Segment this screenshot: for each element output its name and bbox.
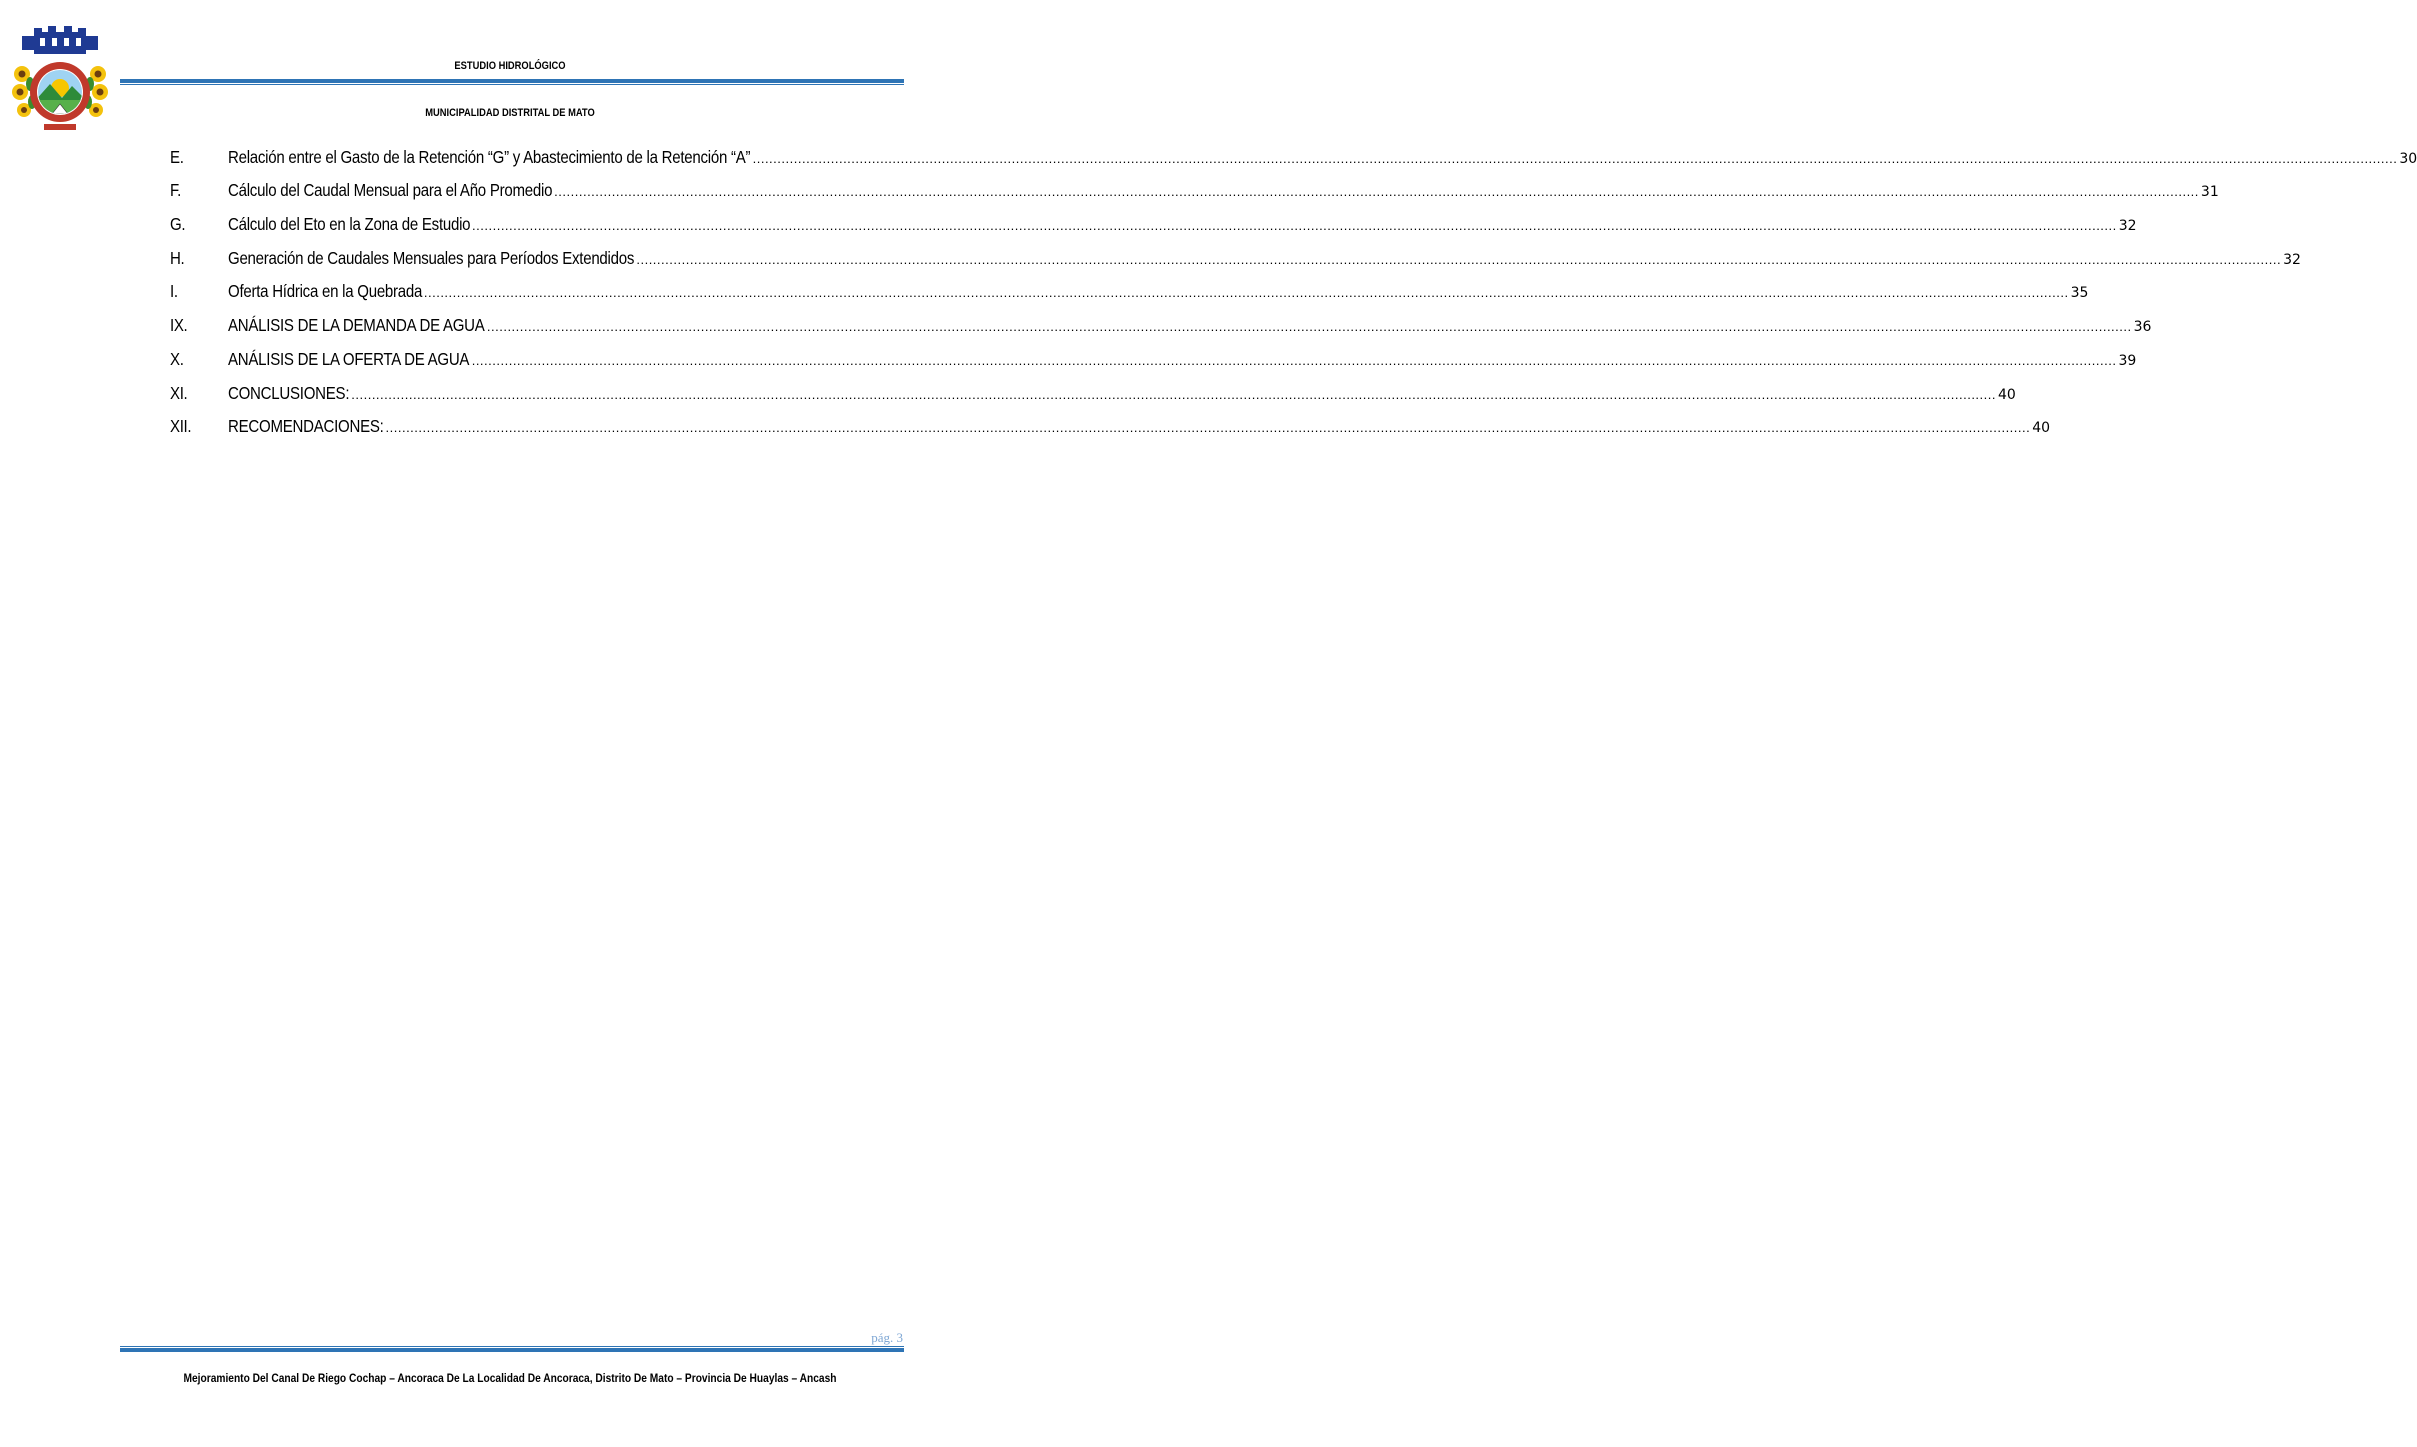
toc-entry-page[interactable]: 30 — [2399, 150, 2417, 167]
toc-entry[interactable] — [170, 207, 2137, 241]
toc-entry-label[interactable]: Generación de Caudales Mensuales para Períodos Extendidos — [228, 247, 635, 268]
toc-entry-number: F. — [170, 180, 182, 201]
toc-entry-number: G. — [170, 214, 186, 235]
toc-entry-page[interactable]: 32 — [2283, 251, 2301, 268]
toc-entry-label[interactable]: RECOMENDACIONES: — [228, 416, 384, 437]
toc-entry[interactable] — [170, 275, 2089, 309]
toc-entry-number: E. — [170, 146, 184, 167]
toc-entry-page[interactable]: 40 — [2032, 420, 2051, 437]
toc-entry-label[interactable]: Cálculo del Caudal Mensual para el Año Promedio — [228, 180, 553, 201]
institution-name: MUNICIPALIDAD DISTRITAL DE MATO — [425, 107, 595, 119]
toc-dot-leader: ................................................................................................................................................................................................................................................................................................................................................................................................................ — [554, 184, 2199, 200]
toc-entry-page[interactable]: 40 — [1998, 386, 2016, 403]
toc-entry-number: H. — [170, 247, 185, 268]
toc-dot-leader: ................................................................................................................................................................................................................................................................................................................................................................................................................ — [385, 420, 2031, 436]
header-rule — [120, 79, 904, 86]
toc-entry-page[interactable]: 36 — [2133, 319, 2152, 336]
toc-entry-number: IX. — [170, 315, 188, 336]
toc-entry[interactable] — [170, 376, 2016, 410]
toc-entry-number: I. — [170, 281, 178, 302]
footer-rule — [120, 1346, 904, 1353]
toc-dot-leader: ................................................................................................................................................................................................................................................................................................................................................................................................................ — [752, 150, 2398, 166]
toc-entry-page[interactable]: 32 — [2118, 218, 2137, 235]
toc-entry-label[interactable]: CONCLUSIONES: — [228, 382, 350, 403]
toc-entry-label[interactable]: ANÁLISIS DE LA OFERTA DE AGUA — [228, 348, 470, 369]
toc-dot-leader: ................................................................................................................................................................................................................................................................................................................................................................................................................ — [351, 386, 1996, 402]
toc-entry-number: X. — [170, 348, 184, 369]
toc-dot-leader: ................................................................................................................................................................................................................................................................................................................................................................................................................ — [471, 352, 2117, 368]
toc-dot-leader: ................................................................................................................................................................................................................................................................................................................................................................................................................ — [636, 251, 2282, 267]
toc-entry-page[interactable]: 39 — [2118, 352, 2137, 369]
toc-entry-number: XI. — [170, 382, 188, 403]
table-of-contents — [170, 140, 2417, 443]
toc-entry[interactable] — [170, 241, 2301, 275]
toc-entry-label[interactable]: ANÁLISIS DE LA DEMANDA DE AGUA — [228, 315, 485, 336]
toc-entry-page[interactable]: 35 — [2070, 285, 2089, 302]
toc-entry-label[interactable]: Relación entre el Gasto de la Retención “G” y Abastecimiento de la Retención “A” — [228, 146, 751, 167]
toc-entry[interactable] — [170, 140, 2417, 174]
toc-entry[interactable] — [170, 308, 2152, 342]
toc-dot-leader: ................................................................................................................................................................................................................................................................................................................................................................................................................ — [472, 218, 2117, 234]
toc-entry[interactable] — [170, 174, 2219, 208]
toc-entry-label[interactable]: Cálculo del Eto en la Zona de Estudio — [228, 214, 471, 235]
toc-entry[interactable] — [170, 342, 2137, 376]
toc-entry-label[interactable]: Oferta Hídrica en la Quebrada — [228, 281, 423, 302]
page-number: pág. 3 — [871, 1330, 903, 1345]
document-title: ESTUDIO HIDROLÓGICO — [454, 60, 566, 72]
toc-dot-leader: ................................................................................................................................................................................................................................................................................................................................................................................................................ — [423, 285, 2069, 301]
toc-entry[interactable] — [170, 410, 2051, 444]
toc-entry-number: XII. — [170, 416, 192, 437]
toc-entry-page[interactable]: 31 — [2200, 184, 2219, 201]
toc-dot-leader: ................................................................................................................................................................................................................................................................................................................................................................................................................ — [486, 319, 2132, 335]
project-title-footer: Mejoramiento Del Canal De Riego Cochap – Ancoraca De La Localidad De Ancoraca, Distrito De Mato – Provincia De Huaylas – Ancash — [183, 1371, 837, 1385]
municipal-coat-of-arms-icon — [12, 26, 108, 134]
